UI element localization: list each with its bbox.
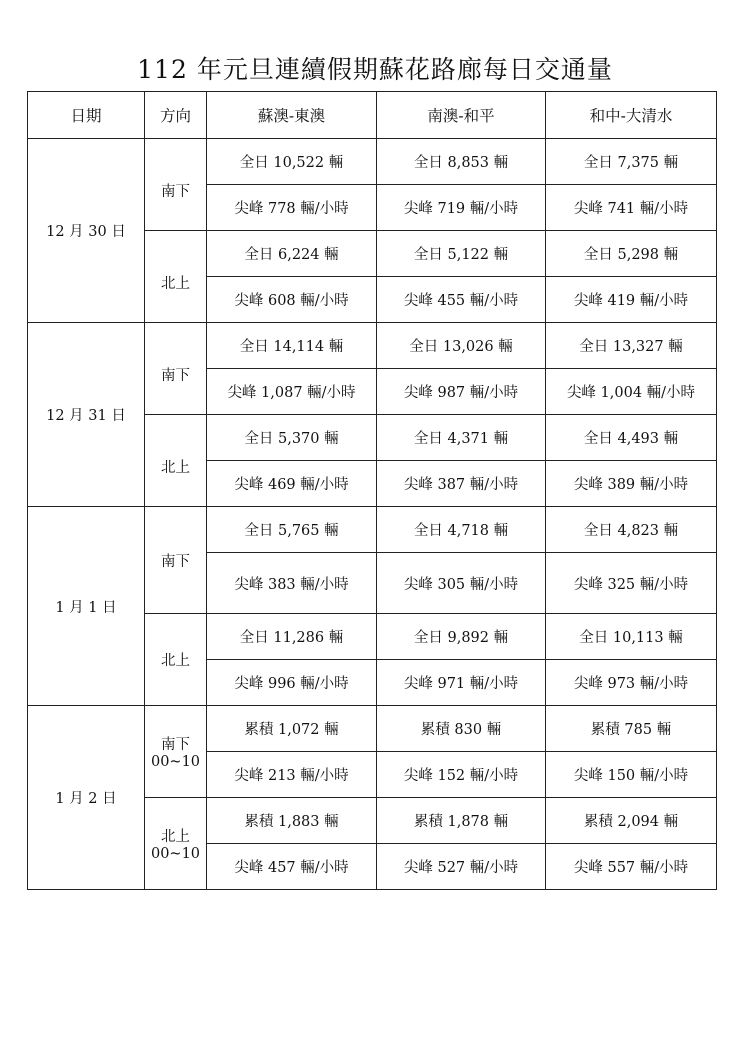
value-cell: 尖峰 389 輛/小時 — [546, 461, 717, 507]
date-cell: 1 月 1 日 — [28, 507, 145, 706]
value-cell: 尖峰 455 輛/小時 — [377, 277, 546, 323]
time-range: 00~10 — [150, 753, 201, 770]
value-cell: 尖峰 1,087 輛/小時 — [207, 369, 377, 415]
header-nanao-heping: 南澳-和平 — [377, 92, 546, 139]
date-cell: 12 月 30 日 — [28, 139, 145, 323]
value-cell: 尖峰 325 輛/小時 — [546, 553, 717, 614]
direction-southbound: 南下 — [145, 507, 207, 614]
value-cell: 累積 2,094 輛 — [546, 798, 717, 844]
value-cell: 尖峰 457 輛/小時 — [207, 844, 377, 890]
direction-southbound: 南下 — [145, 323, 207, 415]
value-cell: 全日 4,823 輛 — [546, 507, 717, 553]
value-cell: 尖峰 973 輛/小時 — [546, 660, 717, 706]
value-cell: 尖峰 383 輛/小時 — [207, 553, 377, 614]
date-cell: 12 月 31 日 — [28, 323, 145, 507]
header-suao-dongao: 蘇澳-東澳 — [207, 92, 377, 139]
value-cell: 尖峰 387 輛/小時 — [377, 461, 546, 507]
value-cell: 尖峰 152 輛/小時 — [377, 752, 546, 798]
direction-northbound: 北上 — [145, 231, 207, 323]
value-cell: 尖峰 150 輛/小時 — [546, 752, 717, 798]
value-cell: 全日 4,371 輛 — [377, 415, 546, 461]
table-row — [28, 706, 717, 752]
value-cell: 全日 13,026 輛 — [377, 323, 546, 369]
value-cell: 全日 4,718 輛 — [377, 507, 546, 553]
value-cell: 尖峰 469 輛/小時 — [207, 461, 377, 507]
table-row — [28, 507, 717, 553]
direction-label: 北上 — [161, 828, 190, 845]
header-direction: 方向 — [145, 92, 207, 139]
value-cell: 累積 1,072 輛 — [207, 706, 377, 752]
value-cell: 全日 13,327 輛 — [546, 323, 717, 369]
value-cell: 尖峰 1,004 輛/小時 — [546, 369, 717, 415]
value-cell: 尖峰 971 輛/小時 — [377, 660, 546, 706]
value-cell: 全日 9,892 輛 — [377, 614, 546, 660]
value-cell: 全日 7,375 輛 — [546, 139, 717, 185]
direction-southbound: 南下 — [145, 139, 207, 231]
header-date: 日期 — [28, 92, 145, 139]
value-cell: 全日 8,853 輛 — [377, 139, 546, 185]
direction-southbound — [145, 706, 207, 798]
value-cell: 尖峰 719 輛/小時 — [377, 185, 546, 231]
direction-northbound: 北上 — [145, 415, 207, 507]
value-cell: 全日 6,224 輛 — [207, 231, 377, 277]
value-cell: 全日 4,493 輛 — [546, 415, 717, 461]
value-cell: 尖峰 996 輛/小時 — [207, 660, 377, 706]
header-row — [28, 92, 717, 139]
date-cell: 1 月 2 日 — [28, 706, 145, 890]
value-cell: 尖峰 608 輛/小時 — [207, 277, 377, 323]
direction-northbound: 北上 — [145, 614, 207, 706]
value-cell: 累積 785 輛 — [546, 706, 717, 752]
value-cell: 累積 1,883 輛 — [207, 798, 377, 844]
value-cell: 全日 5,765 輛 — [207, 507, 377, 553]
value-cell: 全日 10,113 輛 — [546, 614, 717, 660]
header-hezhong-daqingshui: 和中-大清水 — [546, 92, 717, 139]
value-cell: 尖峰 419 輛/小時 — [546, 277, 717, 323]
value-cell: 尖峰 557 輛/小時 — [546, 844, 717, 890]
time-range: 00~10 — [150, 845, 201, 862]
value-cell: 全日 10,522 輛 — [207, 139, 377, 185]
value-cell: 全日 14,114 輛 — [207, 323, 377, 369]
value-cell: 全日 11,286 輛 — [207, 614, 377, 660]
value-cell: 累積 830 輛 — [377, 706, 546, 752]
value-cell: 尖峰 213 輛/小時 — [207, 752, 377, 798]
value-cell: 全日 5,370 輛 — [207, 415, 377, 461]
table-row — [28, 323, 717, 369]
direction-label: 南下 — [161, 736, 190, 753]
value-cell: 全日 5,298 輛 — [546, 231, 717, 277]
value-cell: 全日 5,122 輛 — [377, 231, 546, 277]
document-title: 112 年元旦連續假期蘇花路廊每日交通量 — [137, 55, 613, 84]
value-cell: 累積 1,878 輛 — [377, 798, 546, 844]
value-cell: 尖峰 741 輛/小時 — [546, 185, 717, 231]
table-row — [28, 139, 717, 185]
value-cell: 尖峰 778 輛/小時 — [207, 185, 377, 231]
value-cell: 尖峰 305 輛/小時 — [377, 553, 546, 614]
value-cell: 尖峰 987 輛/小時 — [377, 369, 546, 415]
value-cell: 尖峰 527 輛/小時 — [377, 844, 546, 890]
direction-northbound — [145, 798, 207, 890]
traffic-table — [27, 91, 717, 890]
